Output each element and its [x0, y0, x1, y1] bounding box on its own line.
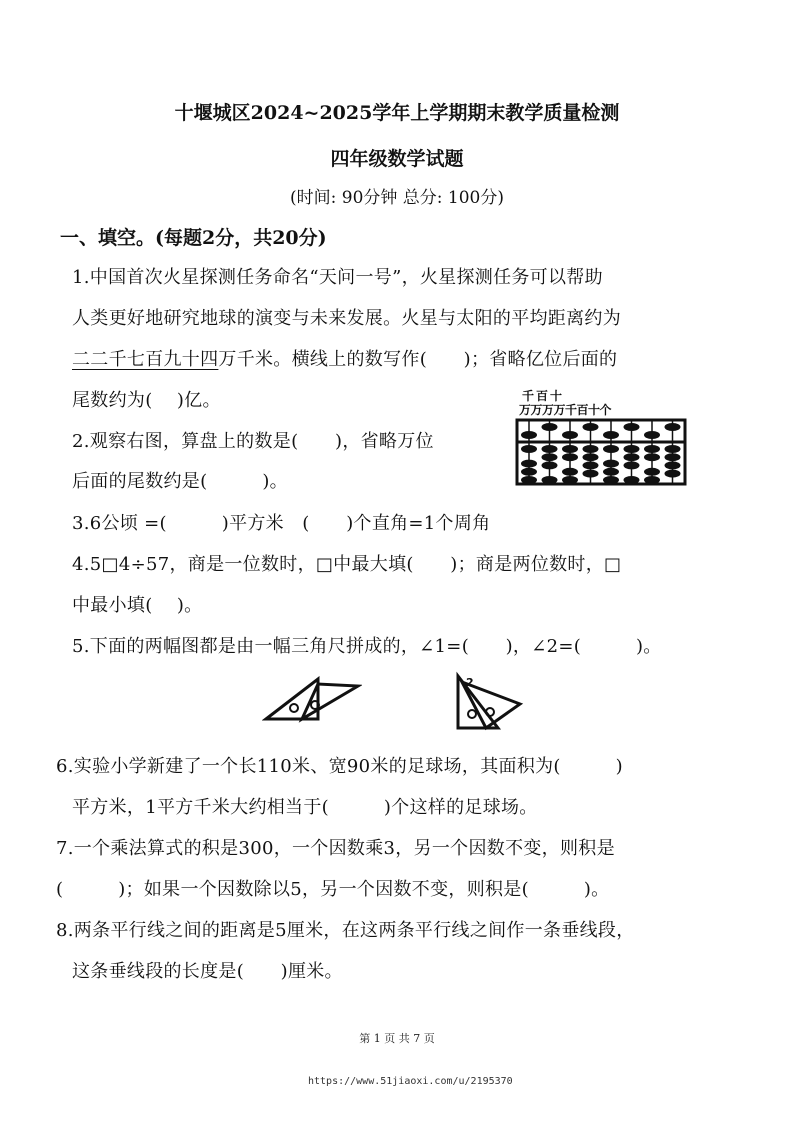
abacus-top-labels: 千百十 — [522, 389, 565, 403]
abacus-heaven-bead — [644, 431, 660, 439]
question-2-line-2: 后面的尾数约是( )。 — [72, 471, 288, 492]
abacus-earth-bead — [624, 445, 640, 453]
abacus-heaven-bead — [562, 431, 578, 439]
abacus-earth-bead — [562, 468, 578, 476]
triangle-ruler-figure-angle-2 — [450, 670, 530, 732]
abacus-heaven-bead — [665, 423, 681, 431]
abacus-earth-bead — [583, 470, 599, 478]
set-square-hole-1 — [290, 704, 298, 712]
question-2-line-1: 2.观察右图，算盘上的数是( )，省略万位 — [72, 431, 434, 452]
abacus-earth-bead — [603, 468, 619, 476]
question-1-line-1: 1.中国首次火星探测任务命名“天问一号”，火星探测任务可以帮助 — [72, 267, 603, 288]
question-6-line-1: 6.实验小学新建了一个长110米、宽90米的足球场，其面积为( ) — [56, 756, 623, 777]
abacus-earth-bead — [665, 470, 681, 478]
abacus-heaven-bead — [624, 423, 640, 431]
time-info: (时间: 90分钟 总分: 100分) — [289, 188, 504, 208]
abacus-earth-bead — [583, 445, 599, 453]
abacus-bottom-labels: 万万万万千百十个 — [519, 403, 612, 417]
abacus-earth-bead — [521, 445, 537, 453]
abacus-earth-bead — [644, 445, 660, 453]
abacus-earth-bead — [542, 453, 558, 461]
abacus-earth-bead — [624, 476, 640, 484]
abacus-heaven-bead — [603, 431, 619, 439]
abacus-earth-bead — [542, 445, 558, 453]
abacus-earth-bead — [583, 453, 599, 461]
abacus-heaven-bead — [521, 431, 537, 439]
page-number: 第 1 页 共 7 页 — [359, 1032, 435, 1045]
question-1-line-3 — [72, 345, 617, 371]
abacus-earth-bead — [644, 453, 660, 461]
set-square-right — [302, 684, 358, 719]
exam-title: 十堰城区2024~2025学年上学期期末教学质量检测 — [174, 102, 620, 124]
abacus-earth-bead — [603, 460, 619, 468]
abacus-earth-bead — [603, 445, 619, 453]
question-3: 3.6公顷 =( )平方米 ( )个直角=1个周角 — [72, 513, 491, 534]
question-1-line-2: 人类更好地研究地球的演变与未来发展。火星与太阳的平均距离约为 — [72, 308, 621, 329]
angle-2-label: 2 — [466, 676, 474, 689]
abacus-earth-bead — [665, 453, 681, 461]
question-4-line-1: 4.5□4÷57，商是一位数时，□中最大填( )；商是两位数时，□ — [72, 554, 622, 575]
question-4-line-2: 中最小填( )。 — [72, 595, 203, 616]
set-square-hole-1 — [468, 710, 476, 718]
abacus-earth-bead — [542, 476, 558, 484]
abacus-earth-bead — [521, 468, 537, 476]
abacus-image — [515, 418, 687, 486]
abacus-earth-bead — [665, 461, 681, 469]
question-8-line-1: 8.两条平行线之间的距离是5厘米，在这两条平行线之间作一条垂线段， — [56, 920, 635, 941]
underlined-number: 二二千七百九十四 — [72, 349, 219, 370]
abacus-earth-bead — [521, 476, 537, 484]
question-8-line-2: 这条垂线段的长度是( )厘米。 — [72, 961, 343, 982]
abacus-frame — [517, 420, 685, 484]
section-heading-fill-blank: 一、填空。(每题2分，共20分) — [60, 227, 327, 249]
exam-subtitle: 四年级数学试题 — [330, 148, 464, 170]
abacus-earth-bead — [665, 445, 681, 453]
question-6-line-2: 平方米，1平方千米大约相当于( )个这样的足球场。 — [72, 797, 538, 818]
question-5: 5.下面的两幅图都是由一幅三角尺拼成的，∠1=( )，∠2=( )。 — [72, 636, 662, 657]
abacus-earth-bead — [542, 461, 558, 469]
question-1-line-3-rest: 万千米。横线上的数写作( )；省略亿位后面的 — [218, 349, 618, 370]
abacus-earth-bead — [644, 468, 660, 476]
question-7-line-2: ( )；如果一个因数除以5，另一个因数不变，则积是( )。 — [56, 879, 610, 900]
abacus-earth-bead — [521, 460, 537, 468]
abacus-earth-bead — [562, 476, 578, 484]
abacus-earth-bead — [644, 476, 660, 484]
watermark-url: https://www.51jiaoxi.com/u/2195370 — [308, 1076, 513, 1087]
abacus-earth-bead — [562, 453, 578, 461]
abacus-earth-bead — [562, 445, 578, 453]
triangle-ruler-figure-angle-1 — [262, 676, 362, 724]
question-7-line-1: 7.一个乘法算式的积是300，一个因数乘3，另一个因数不变，则积是 — [56, 838, 615, 859]
abacus-heaven-bead — [583, 423, 599, 431]
abacus-earth-bead — [603, 476, 619, 484]
abacus-earth-bead — [624, 453, 640, 461]
abacus-earth-bead — [583, 461, 599, 469]
question-1-line-4: 尾数约为( )亿。 — [72, 390, 221, 411]
abacus-heaven-bead — [542, 423, 558, 431]
abacus-earth-bead — [624, 461, 640, 469]
